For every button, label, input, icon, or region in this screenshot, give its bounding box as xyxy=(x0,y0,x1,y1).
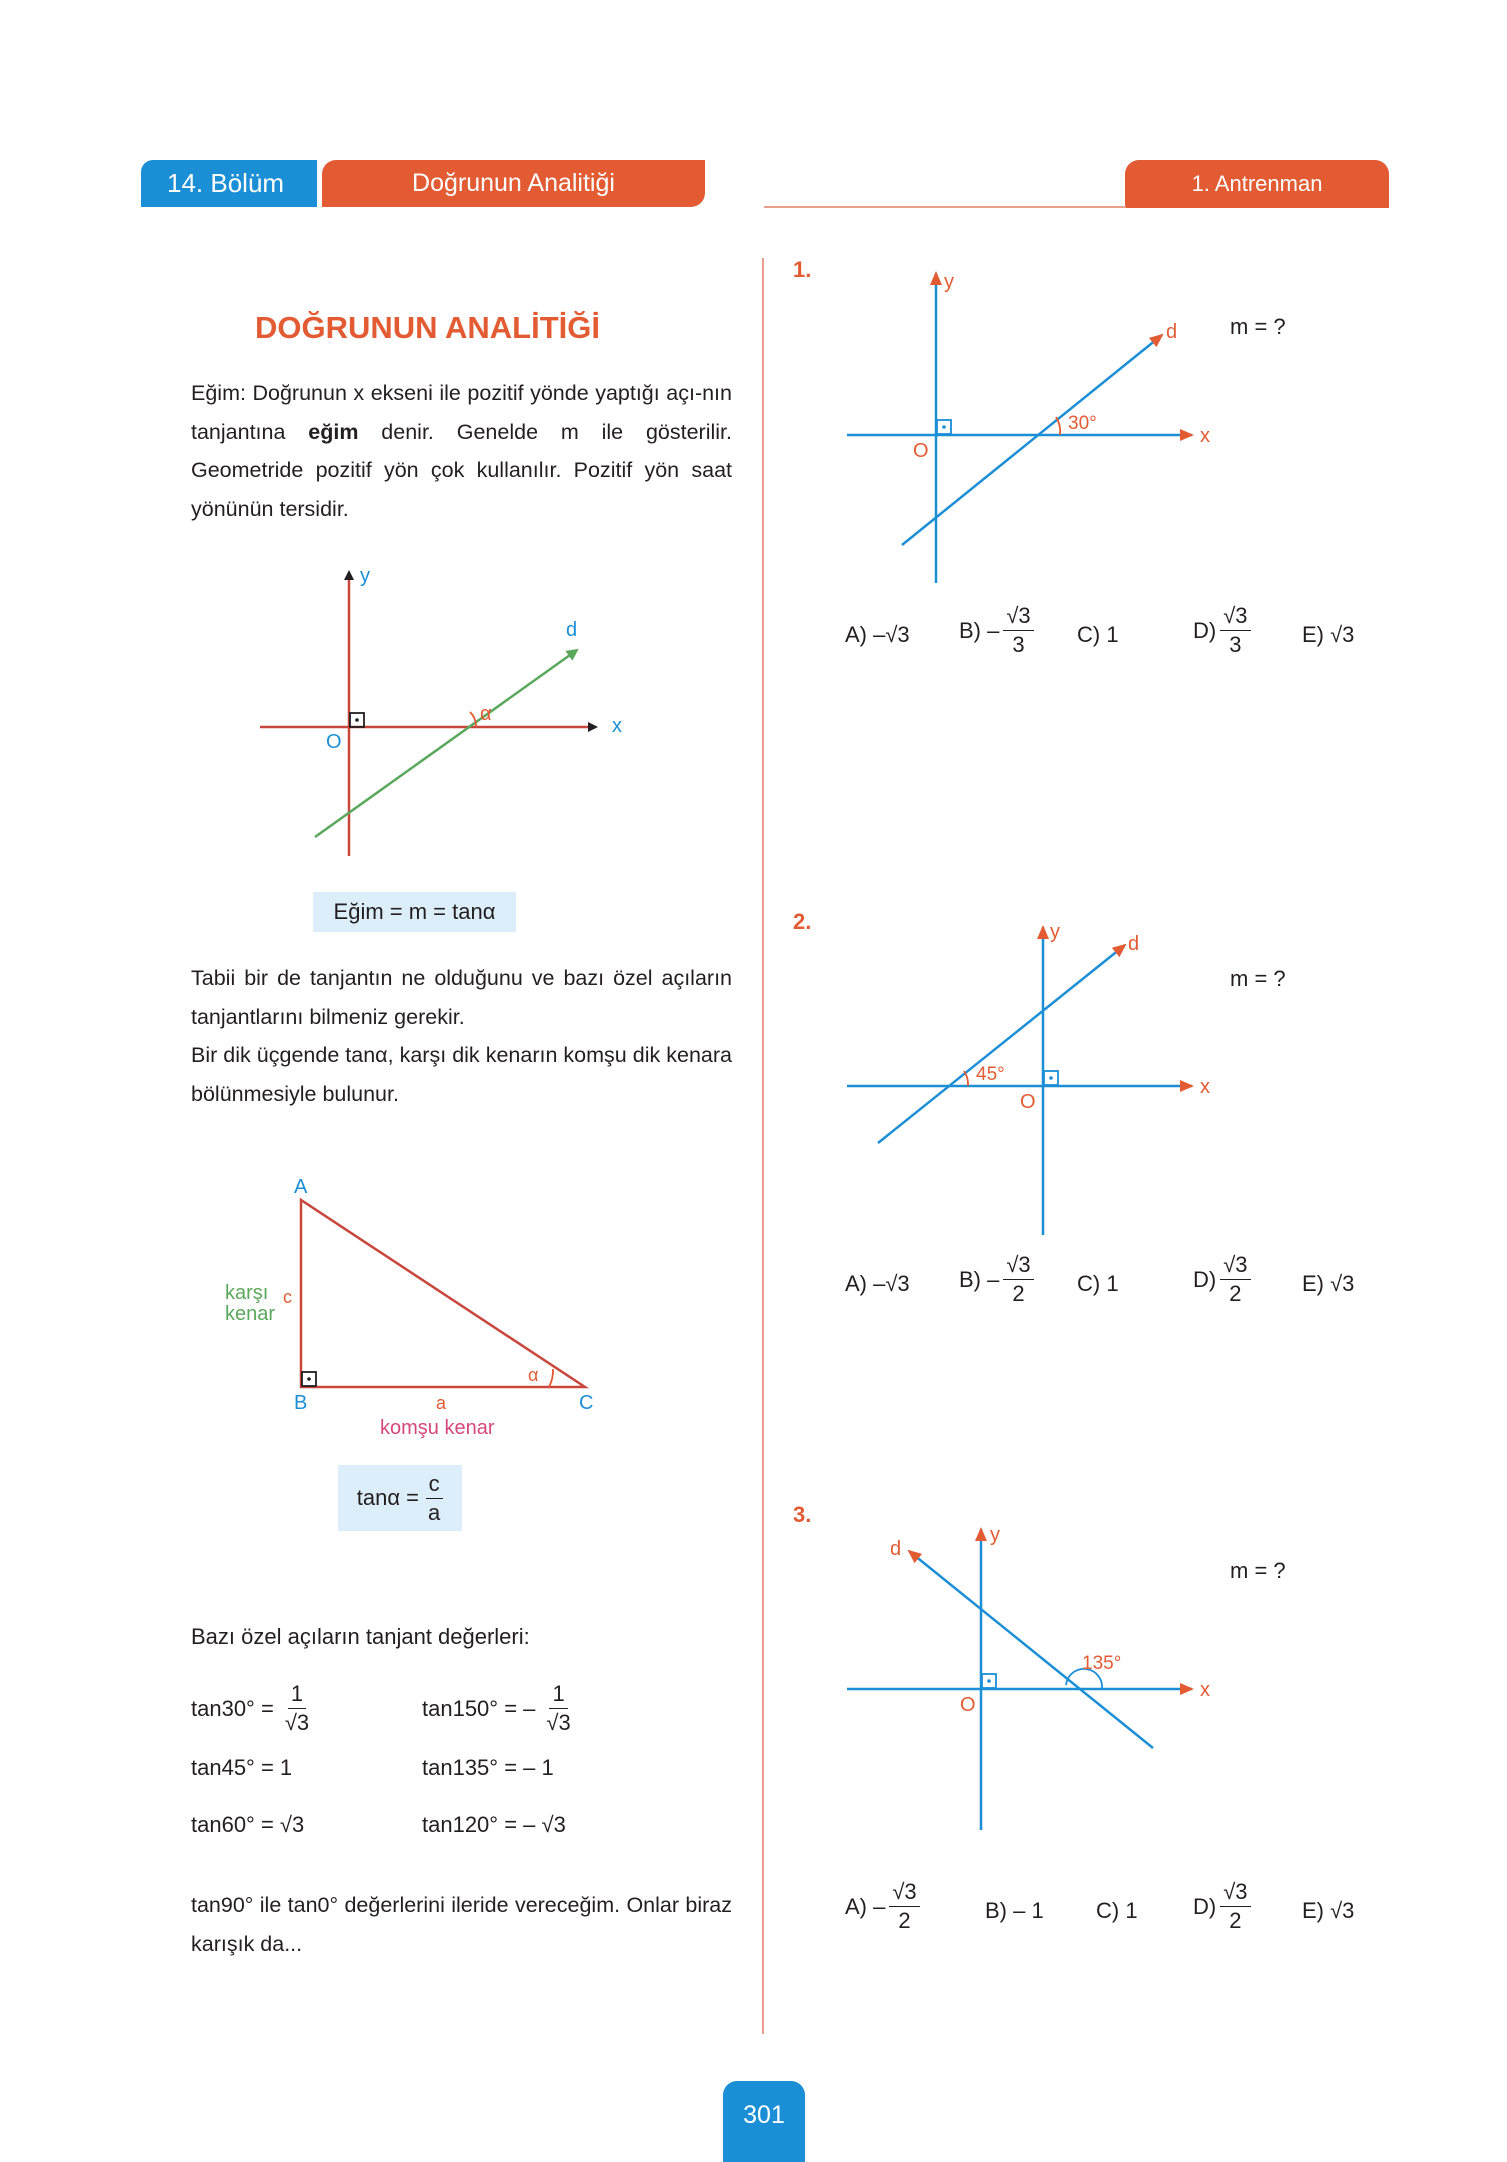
q1-option-c[interactable] xyxy=(1077,622,1119,648)
q2-option-b-num: √3 xyxy=(1003,1254,1033,1280)
q3-option-b-text: B) – 1 xyxy=(985,1898,1044,1923)
tan45-row: tan45° = 1 xyxy=(191,1755,293,1780)
chapter-tab: 14. Bölüm xyxy=(141,160,317,207)
tan150-den: √3 xyxy=(546,1710,571,1735)
q3-option-c-text: C) 1 xyxy=(1096,1898,1138,1923)
opposite-label-1: karşı xyxy=(225,1282,269,1304)
question-1-prompt: m = ? xyxy=(1230,314,1286,339)
origin-label: O xyxy=(913,440,929,462)
q2-option-a[interactable] xyxy=(845,1271,910,1297)
intro-paragraph xyxy=(191,374,732,528)
tan-formula-fraction xyxy=(425,1470,443,1525)
q1-option-c-text: C) 1 xyxy=(1077,622,1119,647)
q2-option-b-fraction xyxy=(1003,1254,1033,1305)
d-label: d xyxy=(890,1538,902,1560)
header-rule xyxy=(764,206,1126,208)
x-label: x xyxy=(1200,1679,1210,1701)
page-title: DOĞRUNUN ANALİTİĞİ xyxy=(255,310,600,345)
q3-option-d-fraction xyxy=(1220,1881,1250,1932)
q2-option-c-text: C) 1 xyxy=(1077,1271,1119,1296)
q1-option-b-label: B) – xyxy=(959,617,1000,643)
tan30-num: 1 xyxy=(288,1683,306,1709)
q3-option-b[interactable] xyxy=(985,1898,1044,1924)
q3-option-c[interactable] xyxy=(1096,1898,1138,1924)
q3-option-a-den: 2 xyxy=(898,1908,911,1933)
q1-option-b-den: 3 xyxy=(1012,632,1025,657)
alpha-label: α xyxy=(528,1365,539,1385)
column-divider xyxy=(762,258,764,2034)
q2-option-b[interactable] xyxy=(959,1254,1034,1305)
right-triangle-figure xyxy=(215,1165,615,1450)
page-number: 301 xyxy=(723,2081,805,2162)
q1-option-d-num: √3 xyxy=(1220,605,1250,631)
y-label: y xyxy=(944,271,954,293)
opposite-label-2: kenar xyxy=(225,1303,276,1325)
question-3-figure xyxy=(840,1515,1220,1835)
d-label: d xyxy=(566,619,578,641)
q3-option-d-den: 2 xyxy=(1229,1908,1242,1933)
side-a-label: a xyxy=(436,1393,447,1413)
q1-option-d-den: 3 xyxy=(1229,632,1242,657)
tan-formula-lhs: tanα = xyxy=(356,1485,419,1510)
tan150-lhs: tan150° = – xyxy=(422,1695,536,1721)
q1-option-e[interactable] xyxy=(1302,622,1354,648)
origin-label: O xyxy=(1020,1091,1036,1113)
q3-option-d-num: √3 xyxy=(1220,1881,1250,1907)
question-3-prompt: m = ? xyxy=(1230,1558,1286,1583)
tan120-row: tan120° = – √3 xyxy=(422,1812,566,1837)
tan-formula-num: c xyxy=(426,1473,443,1499)
q2-option-e[interactable] xyxy=(1302,1271,1354,1297)
angle-label: 135° xyxy=(1082,1653,1122,1674)
question-2-figure xyxy=(840,915,1220,1245)
x-label: x xyxy=(612,715,622,737)
tan30-lhs: tan30° = xyxy=(191,1695,274,1721)
q3-option-d[interactable] xyxy=(1193,1881,1251,1932)
q1-option-a-text: A) –√3 xyxy=(845,622,910,647)
q2-option-c[interactable] xyxy=(1077,1271,1119,1297)
intro-bold: eğim xyxy=(308,419,359,444)
question-1-figure xyxy=(840,265,1220,590)
question-2-number: 2. xyxy=(793,909,812,934)
x-label: x xyxy=(1200,425,1210,447)
slope-formula: Eğim = m = tanα xyxy=(333,899,496,924)
q3-option-e[interactable] xyxy=(1302,1898,1354,1924)
vertex-c: C xyxy=(579,1392,594,1414)
y-label: y xyxy=(990,1524,1000,1546)
q1-option-d[interactable] xyxy=(1193,605,1251,656)
tan30-den: √3 xyxy=(284,1710,310,1735)
tan135-row: tan135° = – 1 xyxy=(422,1755,554,1780)
q1-option-d-fraction xyxy=(1220,605,1250,656)
section-tab: 1. Antrenman xyxy=(1125,160,1389,208)
vertex-b: B xyxy=(294,1392,308,1414)
q3-option-a-label: A) – xyxy=(845,1893,886,1919)
tangent-paragraph-2: Bir dik üçgende tanα, karşı dik kenarın komşu dik kenara bölünmesiyle bulunur. xyxy=(191,1043,732,1106)
triangle xyxy=(301,1200,585,1387)
subject-tab: Doğrunun Analitiği xyxy=(322,160,705,207)
origin-label: O xyxy=(326,731,342,753)
q1-option-b[interactable] xyxy=(959,605,1034,656)
tan150-fraction xyxy=(543,1683,573,1734)
q1-option-d-label: D) xyxy=(1193,617,1217,643)
line-d xyxy=(902,335,1162,545)
q3-option-d-label: D) xyxy=(1193,1893,1217,1919)
angle-arc xyxy=(964,1071,968,1086)
q3-option-a[interactable] xyxy=(845,1881,920,1932)
q3-option-a-num: √3 xyxy=(889,1881,919,1907)
intro-text-1: Eğim: Doğrunun x ekseni ile pozitif yönde yaptığı açı-nın tanjantına xyxy=(191,381,732,444)
alpha-label: α xyxy=(480,703,492,725)
tangent-paragraph-1: Tabii bir de tanjantın ne olduğunu ve bazı özel açıların tanjantlarını bilmeniz gerekir. xyxy=(191,966,732,1029)
q2-option-d-num: √3 xyxy=(1220,1254,1250,1280)
closing-paragraph: tan90° ile tan0° değerlerini ileride vereceğim. Onlar biraz karışık da... xyxy=(191,1893,732,1956)
question-2-prompt: m = ? xyxy=(1230,966,1286,991)
line-d xyxy=(878,945,1125,1143)
question-3-number: 3. xyxy=(793,1502,812,1527)
q2-option-d-fraction xyxy=(1220,1254,1250,1305)
y-label: y xyxy=(360,565,370,587)
y-label: y xyxy=(1050,921,1060,943)
q2-option-d[interactable] xyxy=(1193,1254,1251,1305)
tan60-row: tan60° = √3 xyxy=(191,1812,305,1837)
question-1-number: 1. xyxy=(793,257,812,282)
d-label: d xyxy=(1128,933,1140,955)
line-d xyxy=(315,650,577,837)
tan30-row xyxy=(191,1683,312,1734)
angle-label: 30° xyxy=(1068,413,1097,434)
tan150-row xyxy=(422,1683,574,1734)
q3-option-e-text: E) √3 xyxy=(1302,1898,1355,1923)
vertex-a: A xyxy=(294,1176,308,1198)
q2-option-b-den: 2 xyxy=(1012,1281,1025,1306)
origin-label: O xyxy=(960,1694,976,1716)
tan-formula-box xyxy=(338,1465,462,1531)
q2-option-d-den: 2 xyxy=(1229,1281,1242,1306)
q2-option-b-label: B) – xyxy=(959,1266,1000,1292)
angle-arc xyxy=(1056,417,1060,435)
q1-option-e-text: E) √3 xyxy=(1302,622,1355,647)
intro-text-2: denir. Genelde m ile gösterilir. Geometride pozitif yön çok kullanılır. Pozitif yön saat yönünün tersidir. xyxy=(191,419,732,521)
side-c-label: c xyxy=(283,1287,292,1307)
slope-formula-box xyxy=(313,892,516,932)
q1-option-b-num: √3 xyxy=(1003,605,1033,631)
x-label: x xyxy=(1200,1076,1210,1098)
q1-option-b-fraction xyxy=(1003,605,1033,656)
line-d xyxy=(909,1551,1153,1748)
d-label: d xyxy=(1166,321,1178,343)
angle-label: 45° xyxy=(976,1064,1005,1085)
tan30-fraction xyxy=(282,1683,312,1734)
q1-option-a[interactable] xyxy=(845,622,910,648)
q2-option-a-text: A) –√3 xyxy=(845,1271,910,1296)
tan150-num: 1 xyxy=(549,1683,567,1709)
adjacent-label: komşu kenar xyxy=(380,1417,495,1439)
q2-option-e-text: E) √3 xyxy=(1302,1271,1355,1296)
q3-option-a-fraction xyxy=(889,1881,919,1932)
tan-formula-den: a xyxy=(428,1499,441,1525)
slope-definition-figure xyxy=(240,560,640,860)
special-angles-title: Bazı özel açıların tanjant değerleri: xyxy=(191,1624,530,1649)
angle-arc xyxy=(549,1369,553,1387)
q2-option-d-label: D) xyxy=(1193,1266,1217,1292)
